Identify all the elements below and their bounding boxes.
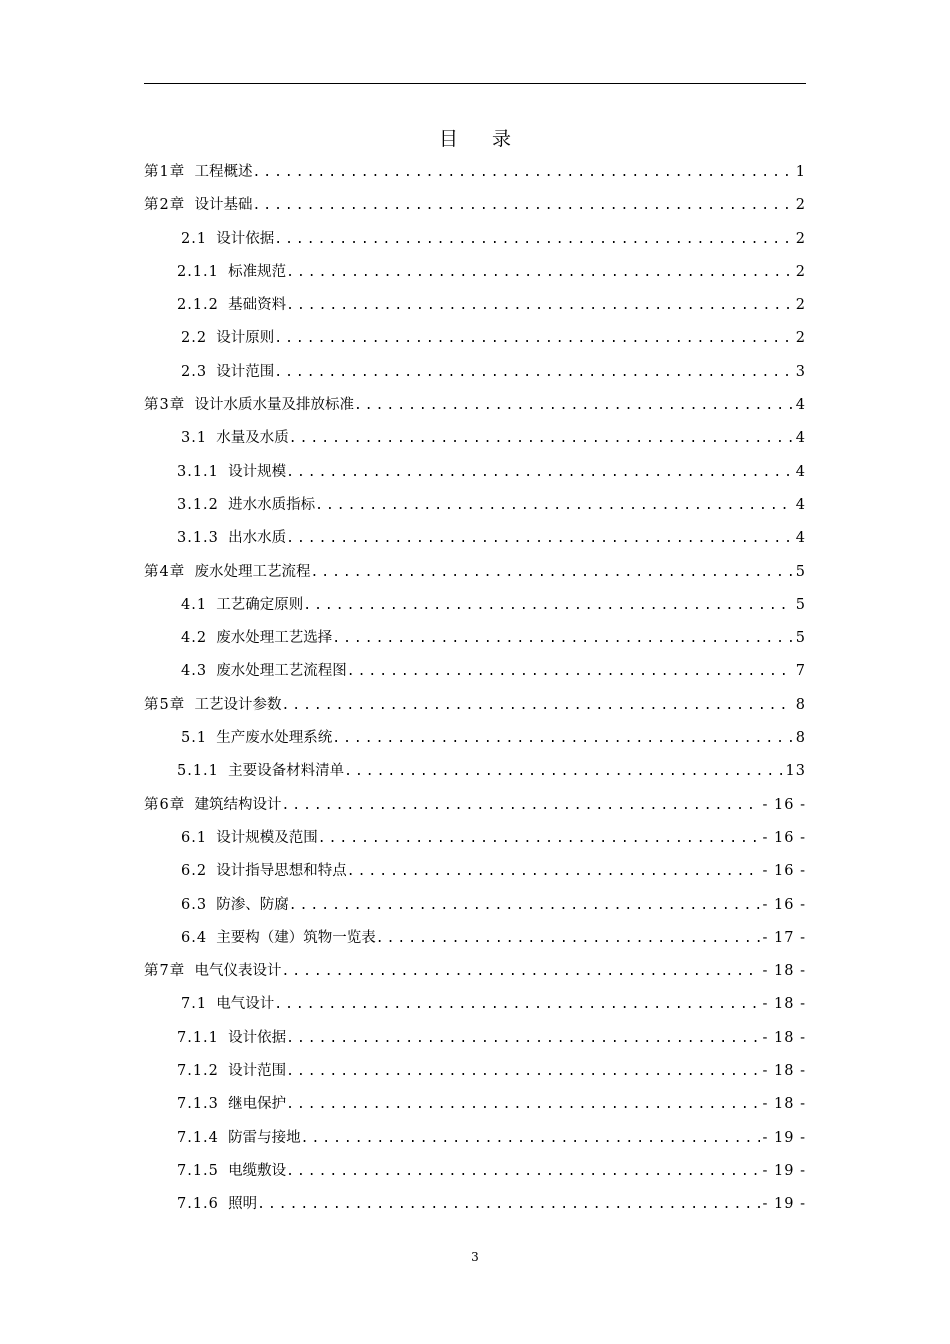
toc-entry-title: 建筑结构设计: [194, 796, 282, 813]
toc-entry[interactable]: [144, 591, 806, 624]
toc-entry-page: - 19 -: [762, 1129, 806, 1146]
dot-leader: [315, 492, 793, 520]
toc-entry-page: - 18 -: [762, 963, 806, 980]
toc-entry-label: [144, 391, 354, 419]
toc-entry-label: [181, 424, 289, 452]
toc-entry-title: 标准规范: [228, 263, 287, 280]
toc-entry-number: 2.3: [181, 363, 208, 380]
toc-entry-title: 设计规模及范围: [216, 829, 318, 846]
toc-entry-page: 4: [795, 430, 806, 447]
toc-entry-number: 7.1.1: [177, 1029, 219, 1046]
dot-leader: [286, 1091, 759, 1119]
toc-entry-page: - 17 -: [762, 929, 806, 946]
toc-entry-number: 6.3: [181, 896, 208, 913]
toc-entry-title: 工艺确定原则: [216, 596, 304, 613]
toc-title: 目 录: [438, 128, 526, 150]
toc-entry[interactable]: [144, 524, 806, 557]
toc-entry[interactable]: [144, 324, 806, 357]
dot-leader: [286, 525, 793, 553]
toc-entry-number: 第1章: [144, 164, 186, 180]
toc-entry-number: 第6章: [144, 796, 186, 813]
dot-leader: [274, 991, 759, 1019]
dot-leader: [252, 192, 792, 220]
toc-entry-page: - 18 -: [762, 1063, 806, 1080]
toc-entry[interactable]: [144, 990, 806, 1023]
toc-entry-number: 3.1.2: [177, 496, 219, 513]
toc-entry[interactable]: [144, 1157, 806, 1190]
toc-entry-page: 2: [795, 230, 806, 247]
toc-entry-title: 废水处理工艺流程: [194, 563, 311, 580]
toc-entry[interactable]: [144, 458, 806, 491]
toc-entry[interactable]: [144, 358, 806, 391]
toc-entry[interactable]: [144, 225, 806, 258]
toc-entry-page: 8: [795, 730, 806, 747]
toc-entry-number: 第7章: [144, 963, 186, 980]
toc-entry-label: [177, 458, 286, 486]
toc-entry[interactable]: [144, 1024, 806, 1057]
toc-entry-page: 3: [795, 363, 806, 380]
toc-entry-title: 工艺设计参数: [194, 696, 282, 713]
toc-entry-page: - 16 -: [762, 896, 806, 913]
toc-entry-label: [177, 1090, 286, 1118]
toc-entry-label: [181, 990, 274, 1018]
toc-entry-label: [177, 1190, 257, 1218]
dot-leader: [274, 325, 792, 353]
toc-entry[interactable]: [144, 1190, 806, 1223]
toc-entry-title: 电缆敷设: [228, 1162, 287, 1179]
toc-entry-title: 主要设备材料清单: [228, 763, 345, 780]
table-of-contents: [144, 158, 806, 1224]
toc-entry-number: 2.1.1: [177, 263, 219, 280]
toc-entry-page: - 16 -: [762, 863, 806, 880]
toc-entry-number: 3.1.1: [177, 463, 219, 480]
header-rule: [144, 83, 806, 84]
toc-entry-number: 2.1.2: [177, 297, 219, 314]
toc-entry-title: 水量及水质: [216, 430, 289, 447]
toc-entry-page: 13: [785, 763, 806, 780]
toc-entry[interactable]: [144, 1057, 806, 1090]
toc-entry-number: 7.1.5: [177, 1162, 219, 1179]
toc-entry-title: 设计指导思想和特点: [216, 863, 347, 880]
toc-entry-number: 第3章: [144, 397, 186, 414]
toc-entry-number: 3.1.3: [177, 530, 219, 547]
toc-entry-title: 防渗、防腐: [216, 896, 289, 913]
toc-entry-page: 2: [795, 197, 806, 214]
dot-leader: [286, 292, 793, 320]
toc-entry[interactable]: [144, 691, 806, 724]
toc-entry-page: 4: [795, 530, 806, 547]
toc-entry[interactable]: [144, 757, 806, 790]
dot-leader: [274, 359, 792, 387]
toc-entry-title: 进水水质指标: [228, 496, 316, 513]
toc-entry-number: 7.1.6: [177, 1196, 219, 1213]
toc-entry-title: 废水处理工艺流程图: [216, 663, 347, 680]
toc-entry-label: [177, 491, 315, 519]
dot-leader: [286, 1058, 759, 1086]
toc-entry-number: 4.2: [181, 630, 208, 647]
toc-entry-page: - 18 -: [762, 1029, 806, 1046]
toc-entry[interactable]: [144, 158, 806, 191]
toc-entry-page: 2: [795, 330, 806, 347]
toc-entry-label: [181, 358, 274, 386]
toc-entry-label: [144, 791, 281, 819]
toc-entry[interactable]: [144, 657, 806, 690]
toc-entry[interactable]: [144, 558, 806, 591]
toc-entry-number: 7.1.2: [177, 1063, 219, 1080]
toc-entry[interactable]: [144, 391, 806, 424]
toc-entry-page: - 16 -: [762, 796, 806, 813]
dot-leader: [281, 792, 759, 820]
dot-leader: [301, 1125, 760, 1153]
dot-leader: [332, 625, 792, 653]
toc-entry-page: 4: [795, 463, 806, 480]
toc-entry-label: [144, 558, 310, 586]
toc-entry-label: [181, 591, 303, 619]
toc-entry-title: 设计基础: [194, 197, 253, 214]
toc-entry-label: [177, 1024, 286, 1052]
toc-entry-number: 6.2: [181, 863, 208, 880]
toc-entry-label: [177, 291, 286, 319]
toc-entry-label: [177, 1057, 286, 1085]
toc-entry-page: 2: [795, 297, 806, 314]
toc-entry-label: [181, 624, 332, 652]
toc-entry-label: [181, 724, 332, 752]
toc-entry-number: 5.1.1: [177, 763, 219, 780]
toc-entry-title: 设计范围: [228, 1063, 287, 1080]
toc-entry-title: 废水处理工艺选择: [216, 630, 333, 647]
toc-entry[interactable]: [144, 291, 806, 324]
toc-entry-label: [181, 924, 376, 952]
toc-entry-number: 第4章: [144, 563, 186, 580]
toc-entry[interactable]: [144, 957, 806, 990]
toc-entry-label: [177, 1124, 301, 1152]
toc-entry-label: [181, 324, 274, 352]
toc-entry-title: 出水水质: [228, 530, 287, 547]
toc-entry[interactable]: [144, 1090, 806, 1123]
dot-leader: [318, 825, 760, 853]
dot-leader: [347, 658, 793, 686]
toc-entry-title: 设计依据: [216, 230, 275, 247]
toc-entry-number: 7.1.4: [177, 1129, 219, 1146]
toc-entry-title: 主要构（建）筑物一览表: [216, 929, 376, 946]
toc-entry-number: 第2章: [144, 197, 186, 214]
toc-entry[interactable]: [144, 724, 806, 757]
toc-entry-number: 4.3: [181, 663, 208, 680]
toc-entry[interactable]: [144, 891, 806, 924]
dot-leader: [281, 958, 759, 986]
toc-entry-title: 设计水质水量及排放标准: [194, 397, 354, 414]
toc-entry-title: 电气仪表设计: [194, 963, 282, 980]
toc-entry-page: 2: [795, 263, 806, 280]
toc-entry-label: [144, 957, 281, 985]
toc-entry-page: 1: [795, 164, 806, 180]
dot-leader: [286, 1025, 759, 1053]
toc-entry-title: 生产废水处理系统: [216, 730, 333, 747]
toc-entry-title: 设计规模: [228, 463, 287, 480]
toc-entry-page: 5: [795, 563, 806, 580]
dot-leader: [286, 459, 793, 487]
toc-entry-page: 5: [795, 630, 806, 647]
toc-entry-page: 7: [795, 663, 806, 680]
toc-entry-label: [177, 757, 344, 785]
toc-entry-label: [177, 258, 286, 286]
dot-leader: [344, 758, 782, 786]
toc-entry-label: [181, 891, 289, 919]
toc-entry[interactable]: [144, 191, 806, 224]
toc-entry[interactable]: [144, 1124, 806, 1157]
dot-leader: [286, 1158, 759, 1186]
toc-entry-title: 基础资料: [228, 297, 287, 314]
toc-entry-title: 防雷与接地: [228, 1129, 301, 1146]
toc-entry-number: 第5章: [144, 696, 186, 713]
toc-entry-page: - 19 -: [762, 1162, 806, 1179]
toc-entry-label: [177, 524, 286, 552]
page-number: 3: [471, 1250, 479, 1264]
toc-entry-number: 7.1.3: [177, 1096, 219, 1113]
toc-entry-title: 继电保护: [228, 1096, 287, 1113]
toc-entry-number: 4.1: [181, 596, 208, 613]
dot-leader: [257, 1191, 759, 1219]
toc-entry-label: [181, 225, 274, 253]
toc-entry-label: [144, 158, 252, 186]
toc-entry[interactable]: [144, 491, 806, 524]
toc-entry-number: 7.1: [181, 996, 208, 1013]
toc-entry-label: [181, 857, 347, 885]
dot-leader: [289, 425, 793, 453]
toc-entry-label: [144, 191, 252, 219]
toc-entry-title: 工程概述: [194, 164, 253, 180]
toc-entry-label: [181, 824, 318, 852]
toc-entry-number: 2.2: [181, 330, 208, 347]
toc-entry-title: 照明: [228, 1196, 258, 1213]
toc-entry-number: 6.1: [181, 829, 208, 846]
toc-entry-page: - 18 -: [762, 996, 806, 1013]
toc-entry-page: - 19 -: [762, 1196, 806, 1213]
toc-entry-title: 设计依据: [228, 1029, 287, 1046]
dot-leader: [286, 259, 793, 287]
dot-leader: [332, 725, 792, 753]
toc-entry-title: 电气设计: [216, 996, 275, 1013]
toc-entry[interactable]: [144, 924, 806, 957]
toc-entry-page: 4: [795, 496, 806, 513]
dot-leader: [289, 892, 760, 920]
toc-entry[interactable]: [144, 424, 806, 457]
toc-entry[interactable]: [144, 857, 806, 890]
toc-entry[interactable]: [144, 624, 806, 657]
dot-leader: [281, 692, 792, 720]
dot-leader: [252, 159, 792, 187]
toc-entry-label: [181, 657, 347, 685]
toc-entry-number: 6.4: [181, 929, 208, 946]
dot-leader: [376, 925, 760, 953]
toc-entry-label: [177, 1157, 286, 1185]
toc-entry[interactable]: [144, 258, 806, 291]
toc-entry[interactable]: [144, 791, 806, 824]
dot-leader: [274, 226, 792, 254]
toc-entry-page: 5: [795, 596, 806, 613]
toc-entry-title: 设计原则: [216, 330, 275, 347]
toc-entry-page: 4: [795, 397, 806, 414]
dot-leader: [347, 858, 760, 886]
toc-entry-page: 8: [795, 696, 806, 713]
toc-entry-number: 5.1: [181, 730, 208, 747]
toc-entry-number: 3.1: [181, 430, 208, 447]
dot-leader: [303, 592, 792, 620]
dot-leader: [310, 559, 792, 587]
toc-entry[interactable]: [144, 824, 806, 857]
toc-entry-number: 2.1: [181, 230, 208, 247]
toc-entry-page: - 18 -: [762, 1096, 806, 1113]
toc-entry-label: [144, 691, 281, 719]
toc-entry-title: 设计范围: [216, 363, 275, 380]
toc-entry-page: - 16 -: [762, 829, 806, 846]
dot-leader: [354, 392, 793, 420]
